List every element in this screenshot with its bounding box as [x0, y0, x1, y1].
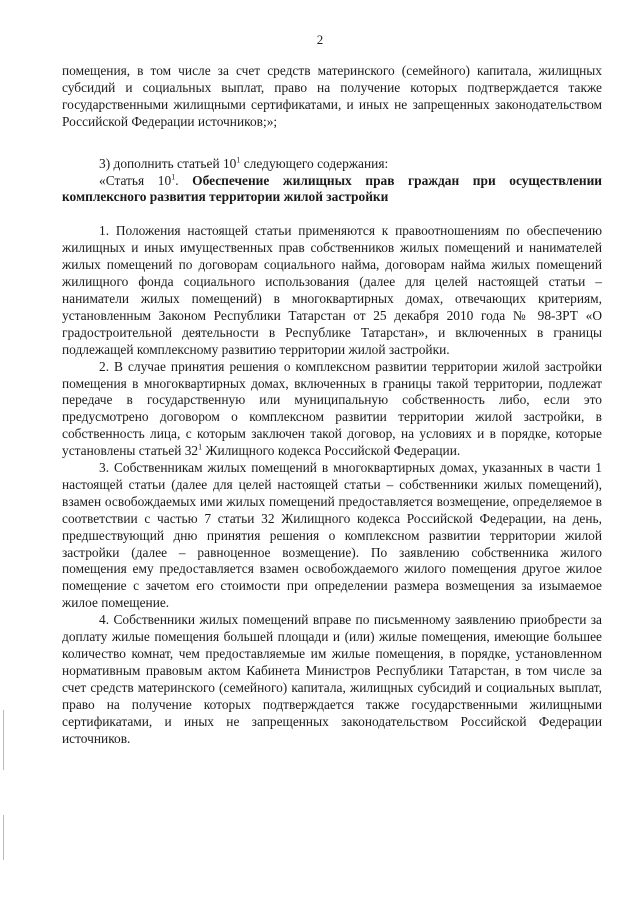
document-body	[62, 63, 602, 747]
article-heading	[62, 173, 602, 207]
part-2-text-end: Жилищного кодекса Российской Федерации.	[202, 443, 461, 459]
page-number: 2	[316, 32, 324, 47]
superscript: 1	[171, 172, 176, 182]
scan-edge-mark	[3, 815, 4, 860]
paragraph-part-3: 3. Собственникам жилых помещений в многоквартирных домах, указанных в части 1 настоящей статьи (далее для целей настоящей статьи – собственники жилых помещений), взамен освобождаемых ими жилых помещений предоставляется возмещение, определяемое в соответствии с частью 7 статьи 32 Жилищного кодекса Российской Федерации, на день, предшествующий дню принятия решения о комплексном развитии территории жилой застройки (далее – равноценное возмещение). По заявлению собственника жилого помещения ему предоставляется взамен освобождаемого жилого помещения другое жилое помещение с зачетом его стоимости при определении размера возмещения за изымаемое жилое помещение.	[62, 460, 602, 611]
superscript: 1	[198, 442, 203, 452]
article-label: «Статья 10	[99, 172, 172, 188]
article-title: Обеспечение жилищных прав граждан при осуществлении комплексного развития территории жилой застройки	[62, 172, 603, 205]
scan-edge-mark	[3, 710, 4, 770]
paragraph-part-1: 1. Положения настоящей статьи применяются к правоотношениям по обеспечению жилищных и иных имущественных прав собственников жилых помещений и нанимателей жилых помещений по договорам социального найма, договорам найма жилых помещений жилищного фонда социального использования (далее для целей настоящей статьи – наниматели жилых помещений) в многоквартирных домах, отвечающих критериям, установленным Законом Республики Татарстан от 25 декабря 2010 года № 98-ЗРТ «О градостроительной деятельности в Республике Татарстан», и включенных в границы подлежащей комплексному развитию территории жилой застройки.	[62, 223, 602, 357]
paragraph-continuation: помещения, в том числе за счет средств материнского (семейного) капитала, жилищных субсидий и социальных выплат, право на получение которых подтверждается также государственными жилищными сертификатами, и иных не запрещенных законодательством Российской Федерации источников;»;	[62, 63, 602, 129]
amendment-text-start: 3) дополнить статьей 10	[99, 155, 237, 171]
amendment-text-end: следующего содержания:	[240, 155, 389, 171]
superscript: 1	[236, 155, 241, 165]
paragraph-part-4: 4. Собственники жилых помещений вправе по письменному заявлению приобрести за доплату жилые помещения большей площади и (или) жилые помещения, имеющие большее количество комнат, чем предоставляемые им жилые помещения, в порядке, установленном нормативным правовым актом Кабинета Министров Республики Татарстан, в том числе за счет средств материнского (семейного) капитала, жилищных субсидий и социальных выплат, право на получение которых подтверждается также государственными жилищными сертификатами, и иных не запрещенных законодательством Российской Федерации источников.	[62, 612, 602, 746]
paragraph-part-2	[62, 359, 602, 460]
part-2-text-start: 2. В случае принятия решения о комплексном развитии территории жилой застройки помещения в многоквартирных домах, включенных в границы такой территории, подлежат передаче в государственную или муниципальную собственность либо, если это предусмотрено договором о комплексном развитии территории жилой застройки, в собственность лица, с которым заключен такой договор, на условиях и в порядке, которые установлены статьей 32	[62, 358, 602, 459]
paragraph-amendment-3	[62, 156, 602, 173]
article-label-dot: .	[175, 172, 179, 188]
